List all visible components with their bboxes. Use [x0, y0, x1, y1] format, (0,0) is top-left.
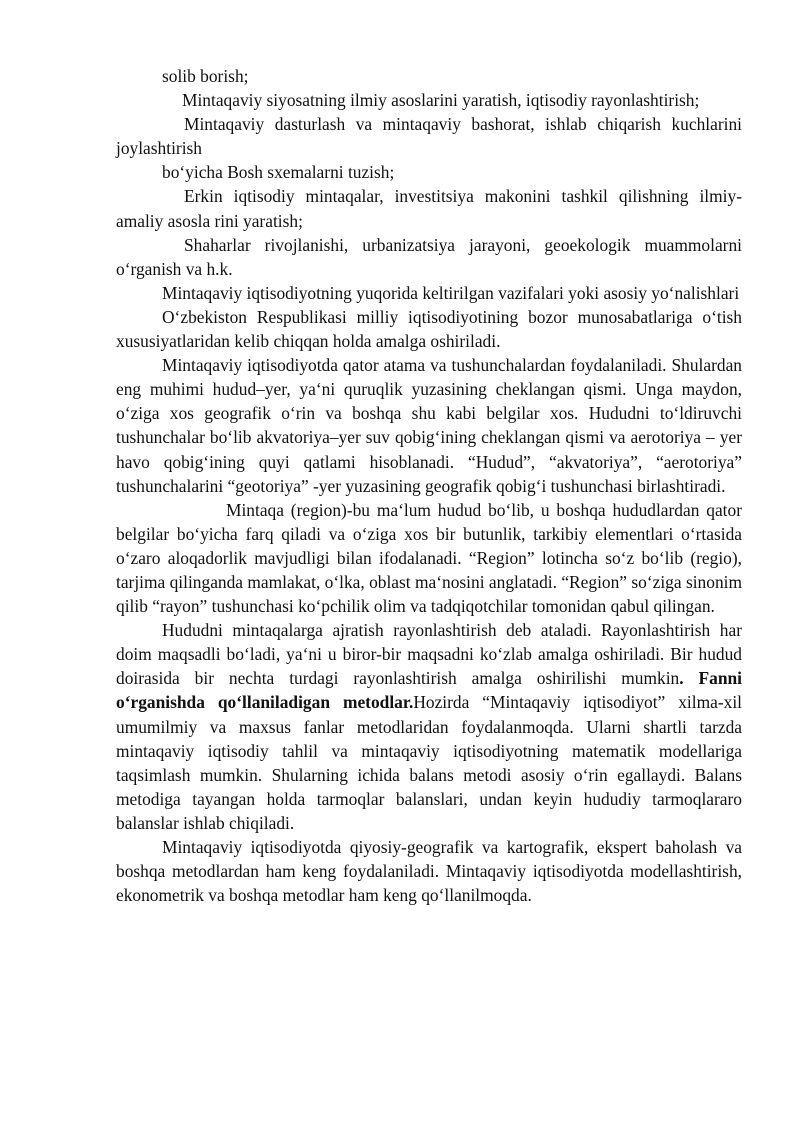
paragraph-vazifalar: Mintaqaviy iqtisodiyotning yuqorida keltirilgan vazifalari yoki asosiy yo‘nalishlari [162, 282, 740, 303]
paragraph-rayonlashtirish [116, 618, 742, 835]
paragraph-atamalar: Mintaqaviy iqtisodiyotda qator atama va tushunchalardan foydalaniladi. Shulardan eng muhimi hudud–yer, ya‘ni quruqlik yuzasining cheklangan qismi. Unga maydon, o‘ziga xos geografik o‘rin va boshqa shu kabi belgilar xos. Hududni to‘ldiruvchi tushunchalar bo‘lib akvatoriya–yer suv qobig‘ining cheklangan qismi va aerotoriya – yer havo qobig‘ining quyi qatlami hisoblanadi. “Hudud”, “akvatoriya”, “aerotoriya” tushunchalarini “geotoriya” -yer yuzasining geografik qobig‘i tushunchasi birlashtiradi. [116, 355, 742, 496]
paragraph-erkin-iqtisodiy: Erkin iqtisodiy mintaqalar, investitsiya makonini tashkil qilishning ilmiy-amaliy asosla rini yaratish; [116, 186, 742, 231]
metodlar-heading: . Fanni o‘rganishda qo‘llaniladigan metodlar. [116, 668, 742, 713]
paragraph-siyosat: Mintaqaviy siyosatning ilmiy asoslarini yaratish, iqtisodiy rayonlashtirish; [182, 90, 700, 111]
paragraph-qiyosiy-geografik: Mintaqaviy iqtisodiyotda qiyosiy-geografik va kartografik, ekspert baholash va boshqa metodlardan ham keng foydalaniladi. Mintaqaviy iqtisodiyotda modellashtirish, ekonometrik va boshqa metodlar ham keng qo‘llanilmoqda. [116, 837, 742, 906]
paragraph-bosh-sxema: bo‘yicha Bosh sxemalarni tuzish; [162, 162, 395, 183]
metodlar-text: Hozirda “Mintaqaviy iqtisodiyot” xilma-xil umumilmiy va maxsus fanlar metodlaridan foydalanmoqda. Ularni shartli tarzda mintaqaviy iqtisodiy tahlil va mintaqaviy iqtisodiyotning matematik modellariga taqsimlash mumkin. Shularning ichida balans metodi asosiy o‘rin egallaydi. Balans metodiga tayangan holda tarmoqlar balanslari, undan keyin hududiy tarmoqlararo balanslar ishlab chiqiladi. [116, 692, 742, 833]
paragraph-shaharlar: Shaharlar rivojlanishi, urbanizatsiya jarayoni, geoekologik muammolarni o‘rganish va h.k. [116, 234, 742, 279]
paragraph-mintaqa-region: Mintaqa (region)-bu ma‘lum hudud bo‘lib, u boshqa hududlardan qator belgilar bo‘yicha farq qiladi va o‘ziga xos bir butunlik, tarkibiy elementlari o‘rtasida o‘zaro aloqadorlik mavjudligi bilan ifodalanadi. “Region” lotincha so‘z bo‘lib (regio), tarjima qilinganda mamlakat, o‘lka, oblast ma‘nosini anglatadi. “Region” so‘ziga sinonim qilib “rayon” tushunchasi ko‘pchilik olim va tadqiqotchilar tomonidan qabul qilingan. [116, 499, 742, 617]
paragraph-ozbekiston: O‘zbekiston Respublikasi milliy iqtisodiyotining bozor munosabatlariga o‘tish xususiyatlaridan kelib chiqqan holda amalga oshiriladi. [116, 306, 742, 352]
paragraph-solib-borish: solib borish; [162, 66, 249, 86]
paragraph-dasturlash: Mintaqaviy dasturlash va mintaqaviy bashorat, ishlab chiqarish kuchlarini joylashtirish [116, 114, 742, 159]
document-page [116, 64, 742, 907]
rayonlashtirish-text: Hududni mintaqalarga ajratish rayonlashtirish deb ataladi. Rayonlashtirish har doim maqsadli bo‘ladi, ya‘ni u biror-bir maqsadni ko‘zlab amalga oshiriladi. Bir hudud doirasida bir nechta turdagi rayonlashtirish amalga oshirilishi mumkin [116, 620, 742, 689]
